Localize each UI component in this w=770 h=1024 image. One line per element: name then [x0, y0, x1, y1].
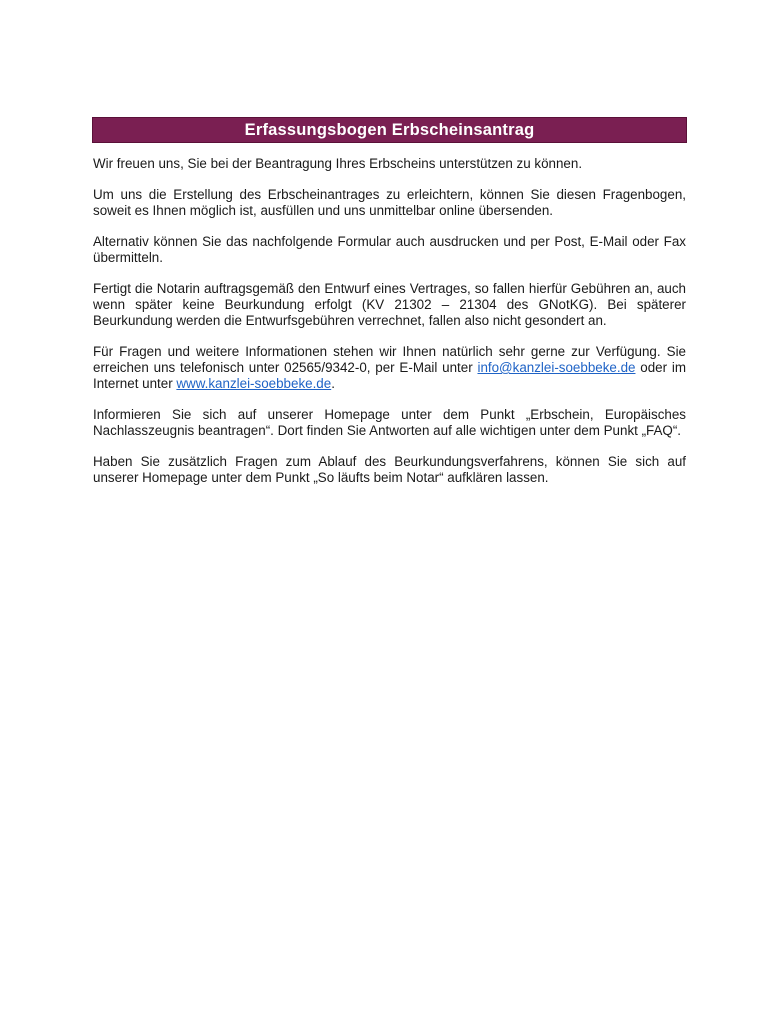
- page-title: Erfassungsbogen Erbscheinsantrag: [244, 120, 535, 139]
- questionnaire-paragraph: Um uns die Erstellung des Erbscheinantrages zu erleichtern, können Sie diesen Fragenbogen, soweit es Ihnen möglich ist, ausfüllen und uns unmittelbar online übersenden.: [93, 187, 686, 218]
- contact-text-3: .: [331, 376, 335, 391]
- website-link[interactable]: www.kanzlei-soebbeke.de: [176, 376, 332, 391]
- title-bar: [92, 117, 687, 143]
- fees-paragraph: Fertigt die Notarin auftragsgemäß den Entwurf eines Vertrages, so fallen hierfür Gebühren an, auch wenn später keine Beurkundung erfolgt (KV 21302 – 21304 des GNotKG). Bei späterer Beurkundung werden die Entwurfsgebühren verrechnet, fallen also nicht gesondert an.: [93, 281, 686, 328]
- document-body: [92, 156, 687, 486]
- homepage-info-paragraph: Informieren Sie sich auf unserer Homepage unter dem Punkt „Erbschein, Europäisches Nachlasszeugnis beantragen“. Dort finden Sie Antworten auf alle wichtigen unter dem Punkt „FAQ“.: [93, 407, 686, 438]
- document-page: [92, 117, 687, 486]
- email-link[interactable]: info@kanzlei-soebbeke.de: [477, 360, 636, 375]
- contact-text-1: Für Fragen und weitere Informationen stehen wir Ihnen natürlich sehr gerne zur Verfügung. Sie erreichen uns telefonisch unter 02565/9342-0, per E-Mail unter: [93, 344, 686, 375]
- alternative-paragraph: Alternativ können Sie das nachfolgende Formular auch ausdrucken und per Post, E-Mail oder Fax übermitteln.: [93, 234, 686, 265]
- contact-text-2: oder im Internet unter: [93, 360, 686, 391]
- intro-paragraph: Wir freuen uns, Sie bei der Beantragung Ihres Erbscheins unterstützen zu können.: [93, 156, 583, 171]
- contact-paragraph: [93, 344, 686, 392]
- notary-process-paragraph: Haben Sie zusätzlich Fragen zum Ablauf des Beurkundungsverfahrens, können Sie sich auf unserer Homepage unter dem Punkt „So läufts beim Notar“ aufklären lassen.: [93, 454, 686, 485]
